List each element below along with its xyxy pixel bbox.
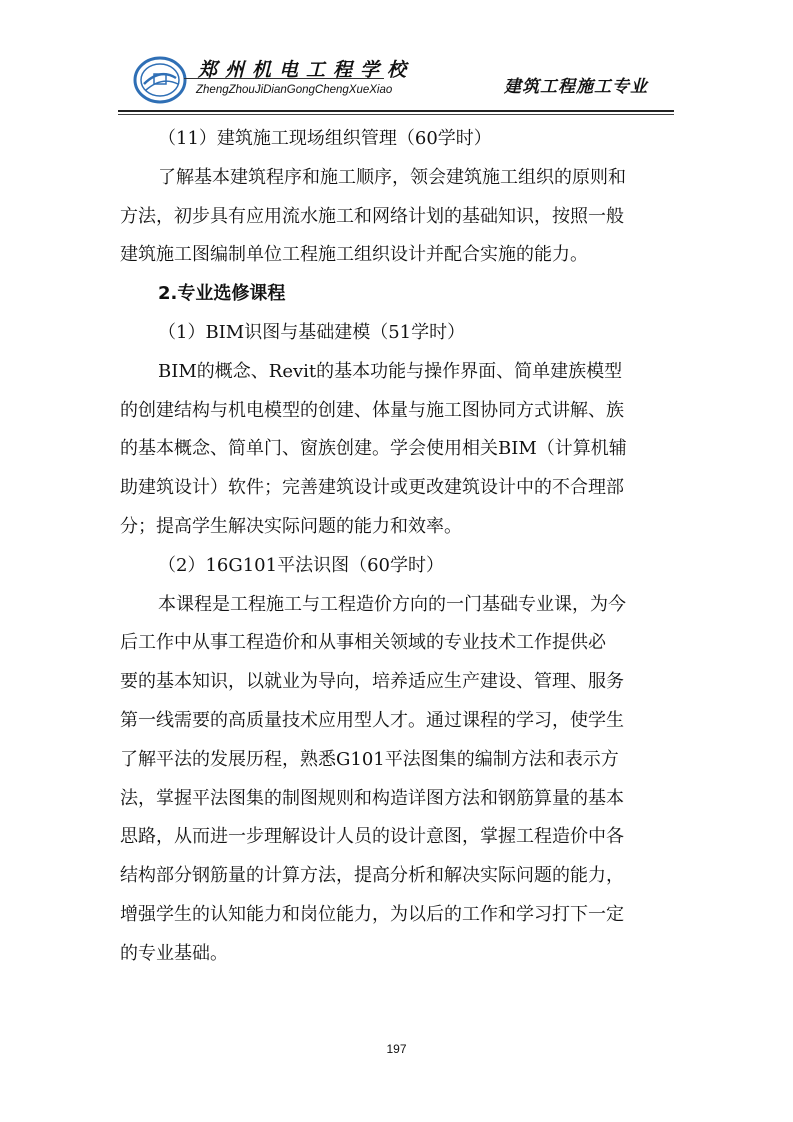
school-pinyin: ZhengZhouJiDianGongChengXueXiao: [196, 84, 393, 96]
body-line: 后工作中从事工程造价和从事相关领域的专业技术工作提供必: [120, 632, 606, 654]
section-heading: （2）16G101平法识图（60学时）: [158, 554, 444, 576]
body-line: 的基本概念、简单门、窗族创建。学会使用相关BIM（计算机辅: [120, 438, 627, 460]
body-line: 本课程是工程施工与工程造价方向的一门基础专业课，为今: [158, 593, 626, 615]
body-line: 第一线需要的高质量技术应用型人才。通过课程的学习，使学生: [120, 709, 624, 731]
page-number: 197: [386, 1042, 407, 1056]
body-line: 分；提高学生解决实际问题的能力和效率。: [120, 515, 462, 537]
body-line: 助建筑设计）软件；完善建筑设计或更改建筑设计中的不合理部: [120, 477, 624, 499]
school-logo-icon: [132, 54, 188, 106]
body-line: BIM的概念、Revit的基本功能与操作界面、简单建族模型: [158, 360, 623, 382]
school-name: 郑州机电工程学校: [198, 59, 415, 81]
body-line: 建筑施工图编制单位工程施工组织设计并配合实施的能力。: [120, 244, 588, 266]
body-line: 法，掌握平法图集的制图规则和构造详图方法和钢筋算量的基本: [120, 787, 624, 809]
section-heading: （1）BIM识图与基础建模（51学时）: [158, 321, 466, 343]
header-rule: [118, 110, 674, 112]
body-line: 的专业基础。: [120, 942, 228, 964]
body-line: 方法，初步具有应用流水施工和网络计划的基础知识，按照一般: [120, 205, 624, 227]
department-name: 建筑工程施工专业: [504, 77, 648, 97]
document-body: [120, 120, 676, 974]
body-line: 的创建结构与机电模型的创建、体量与施工图协同方式讲解、族: [120, 399, 624, 421]
body-line: 结构部分钢筋量的计算方法，提高分析和解决实际问题的能力，: [120, 865, 624, 887]
body-line: 了解基本建筑程序和施工顺序，领会建筑施工组织的原则和: [158, 166, 626, 188]
section-heading: （11）建筑施工现场组织管理（60学时）: [158, 128, 492, 149]
body-line: 了解平法的发展历程，熟悉G101平法图集的编制方法和表示方: [120, 748, 619, 770]
body-line: 要的基本知识，以就业为导向，培养适应生产建设、管理、服务: [120, 671, 624, 693]
page-header: [118, 46, 688, 108]
body-line: 思路，从而进一步理解设计人员的设计意图，掌握工程造价中各: [120, 826, 624, 848]
body-line: 增强学生的认知能力和岗位能力，为以后的工作和学习打下一定: [120, 903, 624, 925]
header-rule-thin: [118, 114, 674, 115]
section-title: 2.专业选修课程: [158, 283, 286, 305]
